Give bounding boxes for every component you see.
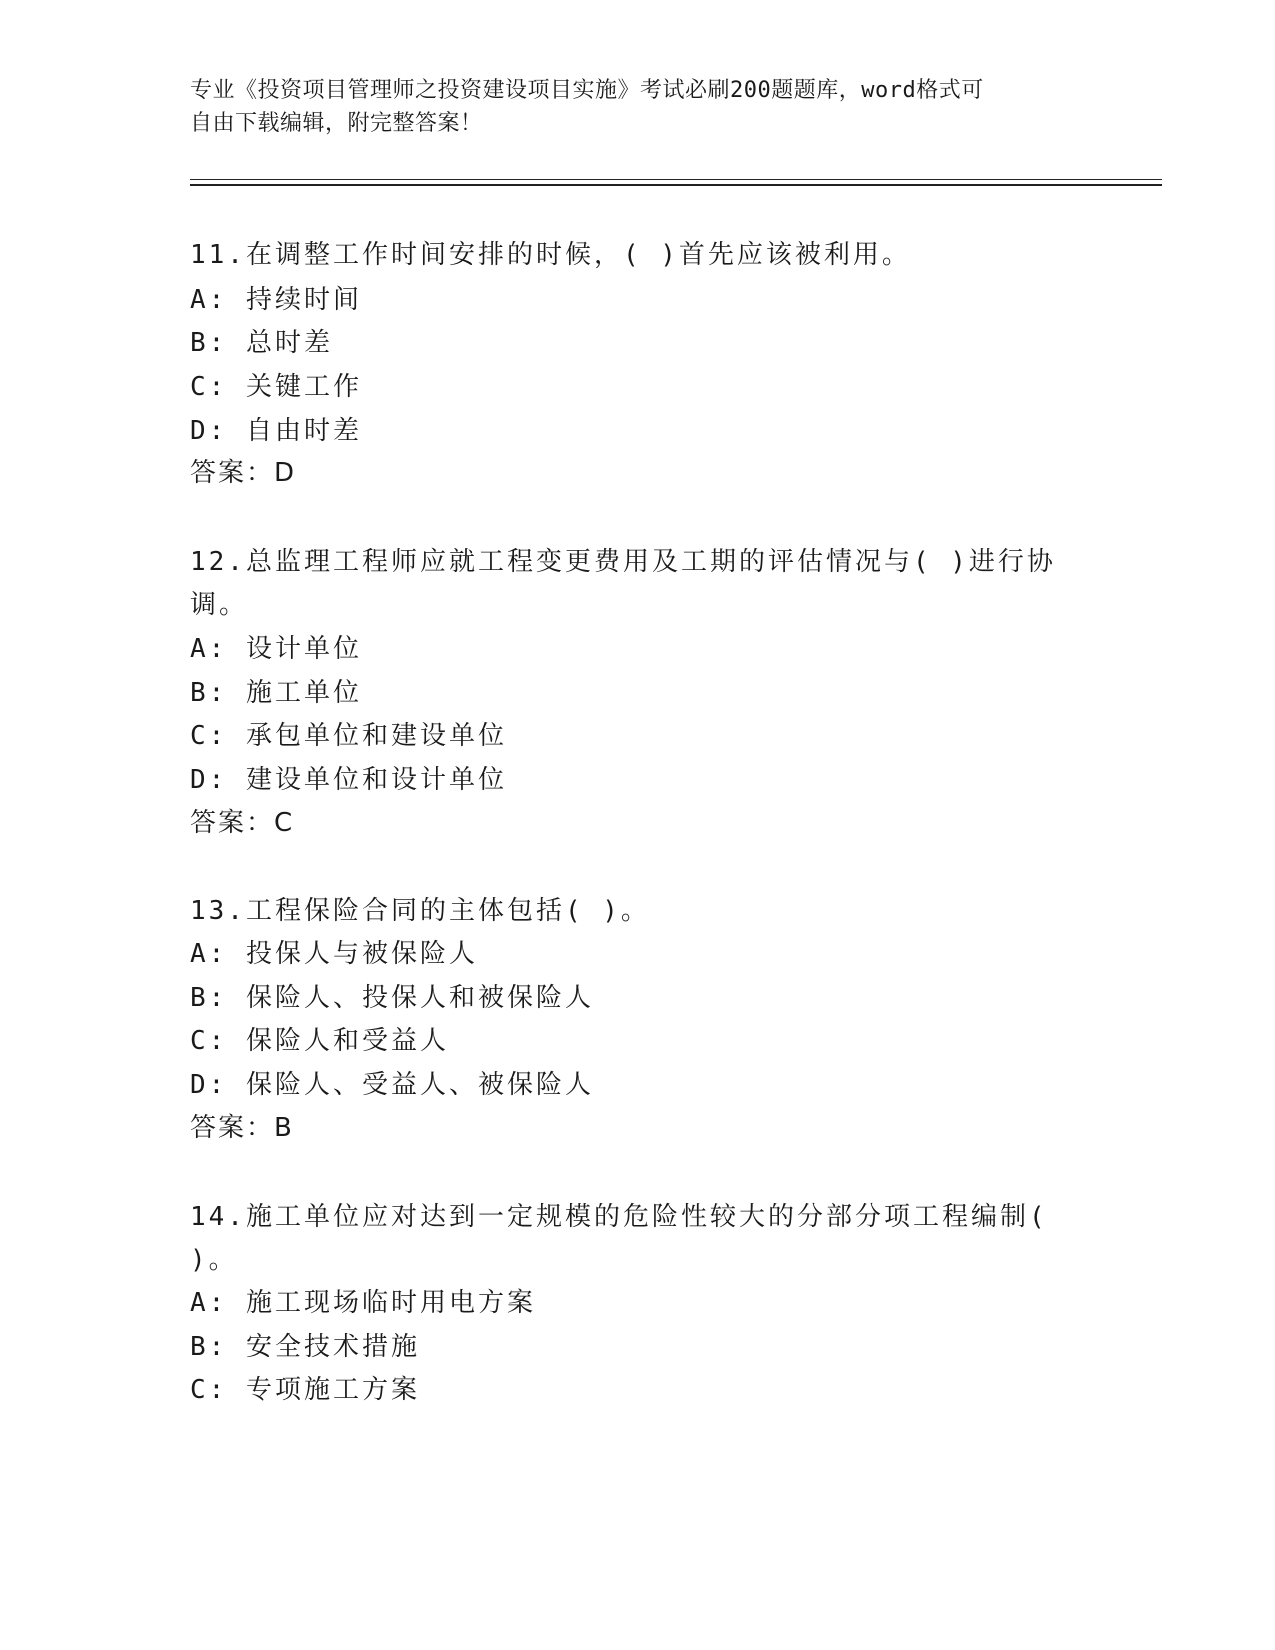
question-11-option-a: A: 持续时间 <box>190 285 362 315</box>
question-14-stem-line-1: 14.施工单位应对达到一定规模的危险性较大的分部分项工程编制( <box>190 1202 1048 1232</box>
question-11-stem: 11.在调整工作时间安排的时候，( )首先应该被利用。 <box>190 240 911 270</box>
question-11-answer: 答案：D <box>190 458 297 488</box>
question-13-answer: 答案：B <box>190 1113 294 1143</box>
question-14-option-c: C: 专项施工方案 <box>190 1375 420 1405</box>
question-11-option-d: D: 自由时差 <box>190 416 362 446</box>
document-header <box>190 74 1070 140</box>
question-13-option-a: A: 投保人与被保险人 <box>190 939 478 969</box>
question-13-option-c: C: 保险人和受益人 <box>190 1026 449 1056</box>
question-12-option-a: A: 设计单位 <box>190 634 362 664</box>
question-13-option-b: B: 保险人、投保人和被保险人 <box>190 983 594 1013</box>
question-11-option-b: B: 总时差 <box>190 328 333 358</box>
question-12-option-b: B: 施工单位 <box>190 678 362 708</box>
question-12-option-c: C: 承包单位和建设单位 <box>190 721 507 751</box>
question-13-option-d: D: 保险人、受益人、被保险人 <box>190 1070 594 1100</box>
question-14-option-b: B: 安全技术措施 <box>190 1332 420 1362</box>
question-14-stem-line-2: )。 <box>190 1245 238 1275</box>
header-line-1: 专业《投资项目管理师之投资建设项目实施》考试必刷200题题库，word格式可 <box>190 78 984 103</box>
question-12-stem-line-2: 调。 <box>190 590 249 620</box>
question-11-option-c: C: 关键工作 <box>190 372 362 402</box>
header-divider-thick <box>190 184 1162 186</box>
question-12-answer: 答案：C <box>190 808 295 838</box>
header-line-2: 自由下载编辑，附完整答案！ <box>190 111 483 136</box>
question-13-stem: 13.工程保险合同的主体包括( )。 <box>190 896 650 926</box>
header-divider-thin <box>190 179 1162 180</box>
question-12-option-d: D: 建设单位和设计单位 <box>190 765 507 795</box>
question-12-stem-line-1: 12.总监理工程师应就工程变更费用及工期的评估情况与( )进行协 <box>190 547 1056 577</box>
question-14-option-a: A: 施工现场临时用电方案 <box>190 1288 536 1318</box>
